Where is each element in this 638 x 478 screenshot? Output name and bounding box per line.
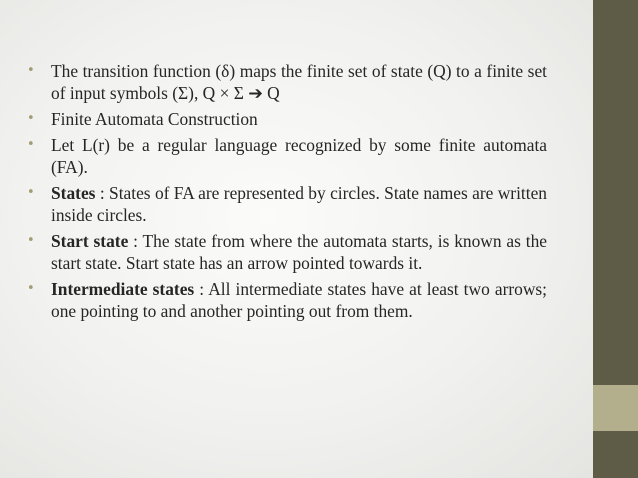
list-item-text: The transition function (δ) maps the finite set of state (Q) to a finite set of input symbols (Σ), Q × Σ ➔ Q (51, 61, 547, 103)
bullet-dot-icon: • (27, 185, 35, 200)
list-item (27, 182, 547, 226)
list-item-term: Intermediate states (51, 279, 195, 299)
side-bar-top (593, 0, 638, 385)
bullet-dot-icon: • (27, 281, 35, 296)
list-item-text: : States of FA are represented by circles. State names are written inside circles. (51, 183, 547, 225)
list-item (27, 230, 547, 274)
bullet-list (27, 60, 547, 322)
list-item (27, 278, 547, 322)
side-bar-accent (593, 385, 638, 431)
side-bar-bottom (593, 431, 638, 478)
bullet-dot-icon: • (27, 137, 35, 152)
list-item-text: : The state from where the automata starts, is known as the start state. Start state has an arrow pointed towards it. (51, 231, 547, 273)
list-item (27, 134, 547, 178)
list-item-text: : All intermediate states have at least two arrows; one pointing to and another pointing out from them. (51, 279, 548, 321)
list-item (27, 108, 547, 130)
list-item-text: Let L(r) be a regular language recognized by some finite automata (FA). (51, 135, 547, 177)
slide-content (27, 60, 547, 326)
list-item-term: Start state (51, 231, 129, 251)
bullet-dot-icon: • (27, 233, 35, 248)
list-item (27, 60, 547, 104)
bullet-dot-icon: • (27, 111, 35, 126)
bullet-dot-icon: • (27, 63, 35, 78)
list-item-term: States (51, 183, 96, 203)
list-item-text: Finite Automata Construction (51, 109, 258, 129)
